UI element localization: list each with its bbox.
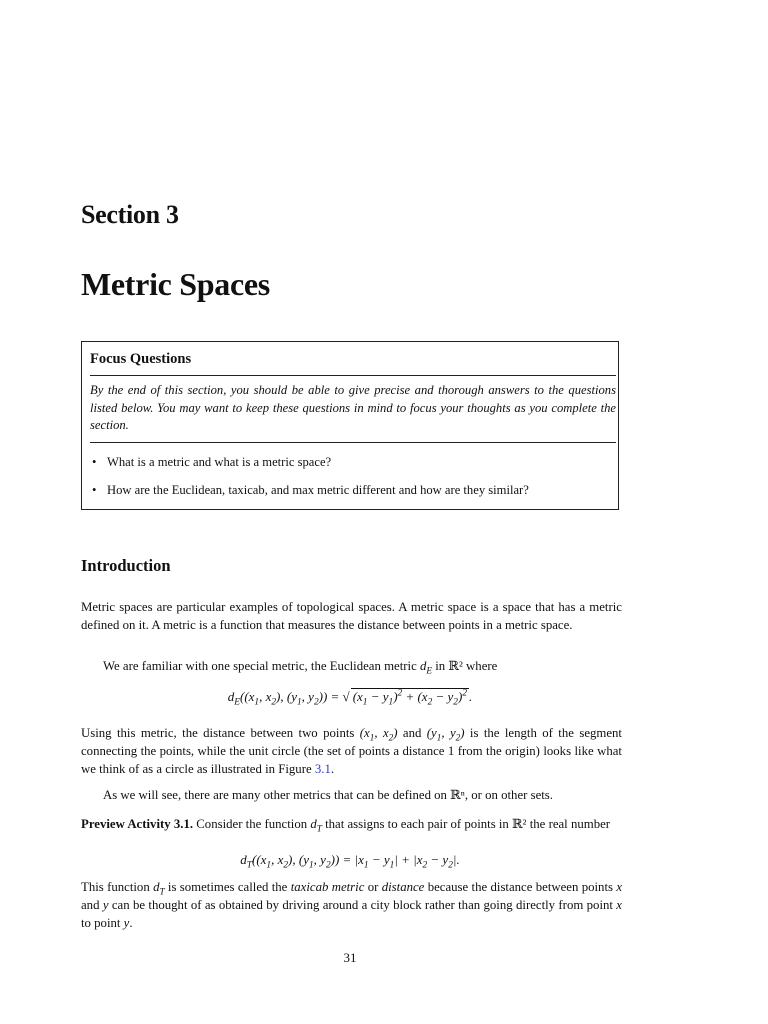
focus-question bbox=[92, 482, 529, 499]
focus-rule-bottom bbox=[90, 442, 616, 443]
text-run: or bbox=[364, 880, 382, 894]
math-inline: y bbox=[123, 916, 130, 930]
math-inline: $d_T$ bbox=[153, 880, 165, 897]
preview-activity-paragraph bbox=[81, 815, 622, 833]
equation-period: . bbox=[468, 689, 473, 704]
text-run: and bbox=[397, 726, 427, 740]
focus-intro: By the end of this section, you should be able to give precise and thorough answers to the questions listed below. You may want to keep these questions in mind to focus your thoughts as you complete the section. bbox=[90, 383, 616, 432]
intro-paragraph-3 bbox=[81, 724, 622, 778]
equation-lhs: $d_E((x_1$, $x_2$), ($y_1$, $y_2$)) = bbox=[227, 689, 340, 708]
text-run: Using this metric, the distance between two points bbox=[81, 726, 360, 740]
intro-paragraph-4 bbox=[81, 786, 622, 804]
text-run: that assigns to each pair of points in bbox=[321, 817, 513, 831]
section-title: Metric Spaces bbox=[81, 266, 270, 302]
text-run: in bbox=[432, 659, 449, 673]
text-run: . bbox=[330, 762, 335, 776]
focus-question-list bbox=[92, 454, 529, 510]
bullet-icon: • bbox=[92, 483, 97, 497]
focus-heading: Focus Questions bbox=[90, 351, 192, 367]
math-inline: ($y_1$, $y_2$) bbox=[426, 726, 465, 743]
math-space: ℝ² bbox=[512, 817, 527, 831]
math-inline: $d_E$ bbox=[419, 659, 433, 676]
focus-question-text: What is a metric and what is a metric space? bbox=[107, 455, 332, 469]
math-inline: ($x_1$, $x_2$) bbox=[359, 726, 398, 743]
intro-paragraph-2 bbox=[81, 657, 622, 675]
text-run: This function bbox=[81, 880, 154, 894]
taxicab-metric-equation: $d_T((x_1$, $x_2$), ($y_1$, $y_2)) = |x_1 - y_1| + |x_2 - y_2|$. bbox=[240, 852, 460, 871]
text-run: and bbox=[81, 898, 103, 912]
math-inline: $d_T$ bbox=[310, 817, 322, 834]
page-number: 31 bbox=[343, 950, 357, 965]
introduction-heading: Introduction bbox=[81, 556, 171, 575]
text-run: . bbox=[129, 916, 133, 930]
equation-radicand: $(x_1 - y_1)^2 + (x_2 - y_2)^2$ bbox=[352, 688, 467, 708]
focus-rule-top bbox=[90, 375, 616, 376]
math-space: ℝⁿ bbox=[450, 788, 465, 802]
focus-question bbox=[92, 454, 529, 471]
text-run: where bbox=[462, 659, 498, 673]
text-run: Consider the function bbox=[193, 817, 311, 831]
emphasis-term: distance bbox=[381, 880, 425, 894]
text-run: the real number bbox=[526, 817, 611, 831]
text-run: We are familiar with one special metric, the Euclidean metric bbox=[103, 659, 420, 673]
emphasis-term: taxicab metric bbox=[290, 880, 365, 894]
text-run: to point bbox=[81, 916, 124, 930]
math-inline: x bbox=[616, 898, 622, 912]
focus-question-text: How are the Euclidean, taxicab, and max metric different and how are they similar? bbox=[107, 483, 529, 497]
text-run: is sometimes called the bbox=[164, 880, 291, 894]
taxicab-paragraph bbox=[81, 878, 622, 932]
text-run: because the distance between points bbox=[424, 880, 617, 894]
bullet-icon: • bbox=[92, 455, 97, 469]
text-run: , or on other sets. bbox=[464, 788, 553, 802]
figure-link[interactable]: 3.1 bbox=[314, 762, 331, 776]
text-run: can be thought of as obtained by driving around a city block rather than going directly from point bbox=[108, 898, 617, 912]
euclidean-metric-equation bbox=[0, 688, 700, 708]
math-inline: y bbox=[102, 898, 109, 912]
math-space: ℝ² bbox=[448, 659, 463, 673]
section-label: Section 3 bbox=[81, 200, 179, 229]
focus-questions-box bbox=[81, 341, 619, 510]
math-inline: x bbox=[616, 880, 623, 894]
sqrt-icon: √ bbox=[342, 689, 350, 704]
text-run: is the length of the segment connecting the points, while the unit circle (the set of points a distance 1 from the origin) looks like what we think of as a circle as illustrated in Figure bbox=[81, 726, 622, 776]
text-run: As we will see, there are many other metrics that can be defined on bbox=[103, 788, 451, 802]
preview-activity-label: Preview Activity 3.1. bbox=[81, 817, 194, 831]
intro-paragraph-1: Metric spaces are particular examples of topological spaces. A metric space is a space that has a metric defined on it. A metric is a function that measures the distance between points in a metric space. bbox=[81, 600, 622, 632]
